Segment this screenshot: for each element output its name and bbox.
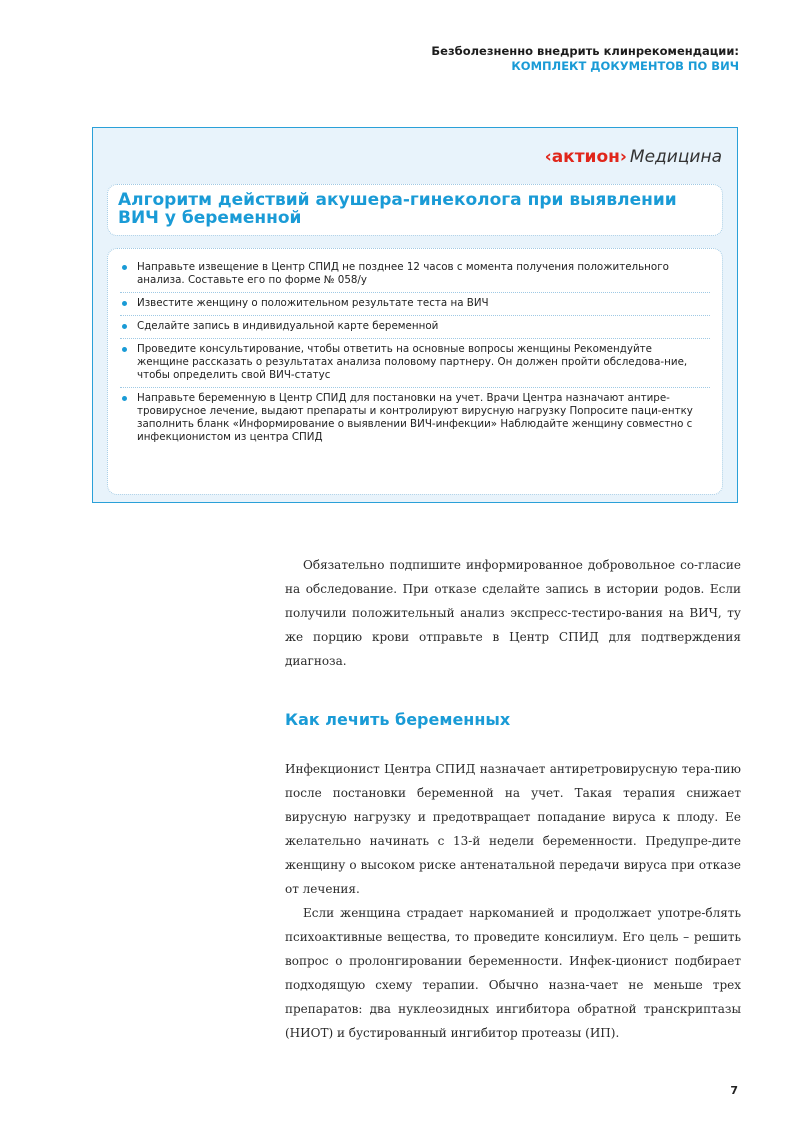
section-paragraph-1: Инфекционист Центра СПИД назначает антиретровирусную тера-пию после постановки беременной на учет. Такая терапия снижает вирусную нагрузку и предотвращает попадание вируса к плоду. Ее желательно начинать с 13-й недели беременности. Предупре-дите женщину о высоком риске антенатальной передачи вируса при отказе от лечения.	[285, 762, 741, 896]
bullet-icon	[122, 347, 127, 352]
section-title: Как лечить беременных	[285, 710, 511, 729]
list-item: Направьте беременную в Центр СПИД для постановки на учет. Врачи Центра назначают антире-тровирусное лечение, выдают препараты и контролируют вирусную нагрузку Попросите паци-ентку заполнить бланк «Информирование о выявлении ВИЧ-инфекции» Наблюдайте женщину совместно с инфекционистом из центра СПИД	[120, 388, 710, 449]
header-line-2: КОМПЛЕКТ ДОКУМЕНТОВ ПО ВИЧ	[511, 59, 739, 73]
intro-paragraph-block	[285, 553, 741, 673]
algorithm-title: Алгоритм действий акушера-гинеколога при выявлении ВИЧ у беременной	[118, 190, 677, 228]
page-number: 7	[730, 1084, 738, 1097]
algorithm-title-box	[107, 184, 723, 236]
bullet-icon	[122, 301, 127, 306]
list-item: Сделайте запись в индивидуальной карте беременной	[120, 316, 710, 339]
section-body	[285, 757, 741, 1045]
list-item: Направьте извещение в Центр СПИД не позднее 12 часов с момента получения положительного анализа. Составьте его по форме № 058/у	[120, 257, 710, 293]
bullet-icon	[122, 396, 127, 401]
running-header	[431, 44, 739, 74]
intro-paragraph: Обязательно подпишите информированное добровольное со-гласие на обследование. При отказе сделайте запись в истории родов. Если получили положительный анализ экспресс-тестиро-вания на ВИЧ, ту же порцию крови отправьте в Центр СПИД для подтверждения диагноза.	[285, 558, 741, 668]
header-line-1: Безболезненно внедрить клинрекомендации:	[431, 44, 739, 58]
list-item: Известите женщину о положительном результате теста на ВИЧ	[120, 293, 710, 316]
bullet-icon	[122, 324, 127, 329]
algorithm-box	[92, 127, 738, 503]
brand-section: Медицина	[629, 147, 722, 167]
bullet-icon	[122, 265, 127, 270]
section-paragraph-2: Если женщина страдает наркоманией и продолжает употре-блять психоактивные вещества, то проведите консилиум. Его цель – решить вопрос о пролонгировании беременности. Инфек-ционист подбирает подходящую схему терапии. Обычно назна-чает не меньше трех препаратов: два нуклеозидных ингибитора обратной транскриптазы (НИОТ) и бустированный ингибитор протеазы (ИП).	[285, 906, 741, 1040]
brand-logo	[545, 146, 722, 168]
list-item: Проведите консультирование, чтобы ответить на основные вопросы женщины Рекомендуйте женщине рассказать о результатах анализа половому партнеру. Он должен пройти обследова-ние, чтобы определить свой ВИЧ-статус	[120, 339, 710, 388]
brand-logo-mark: ‹актион›	[544, 147, 627, 167]
algorithm-steps	[107, 248, 723, 495]
